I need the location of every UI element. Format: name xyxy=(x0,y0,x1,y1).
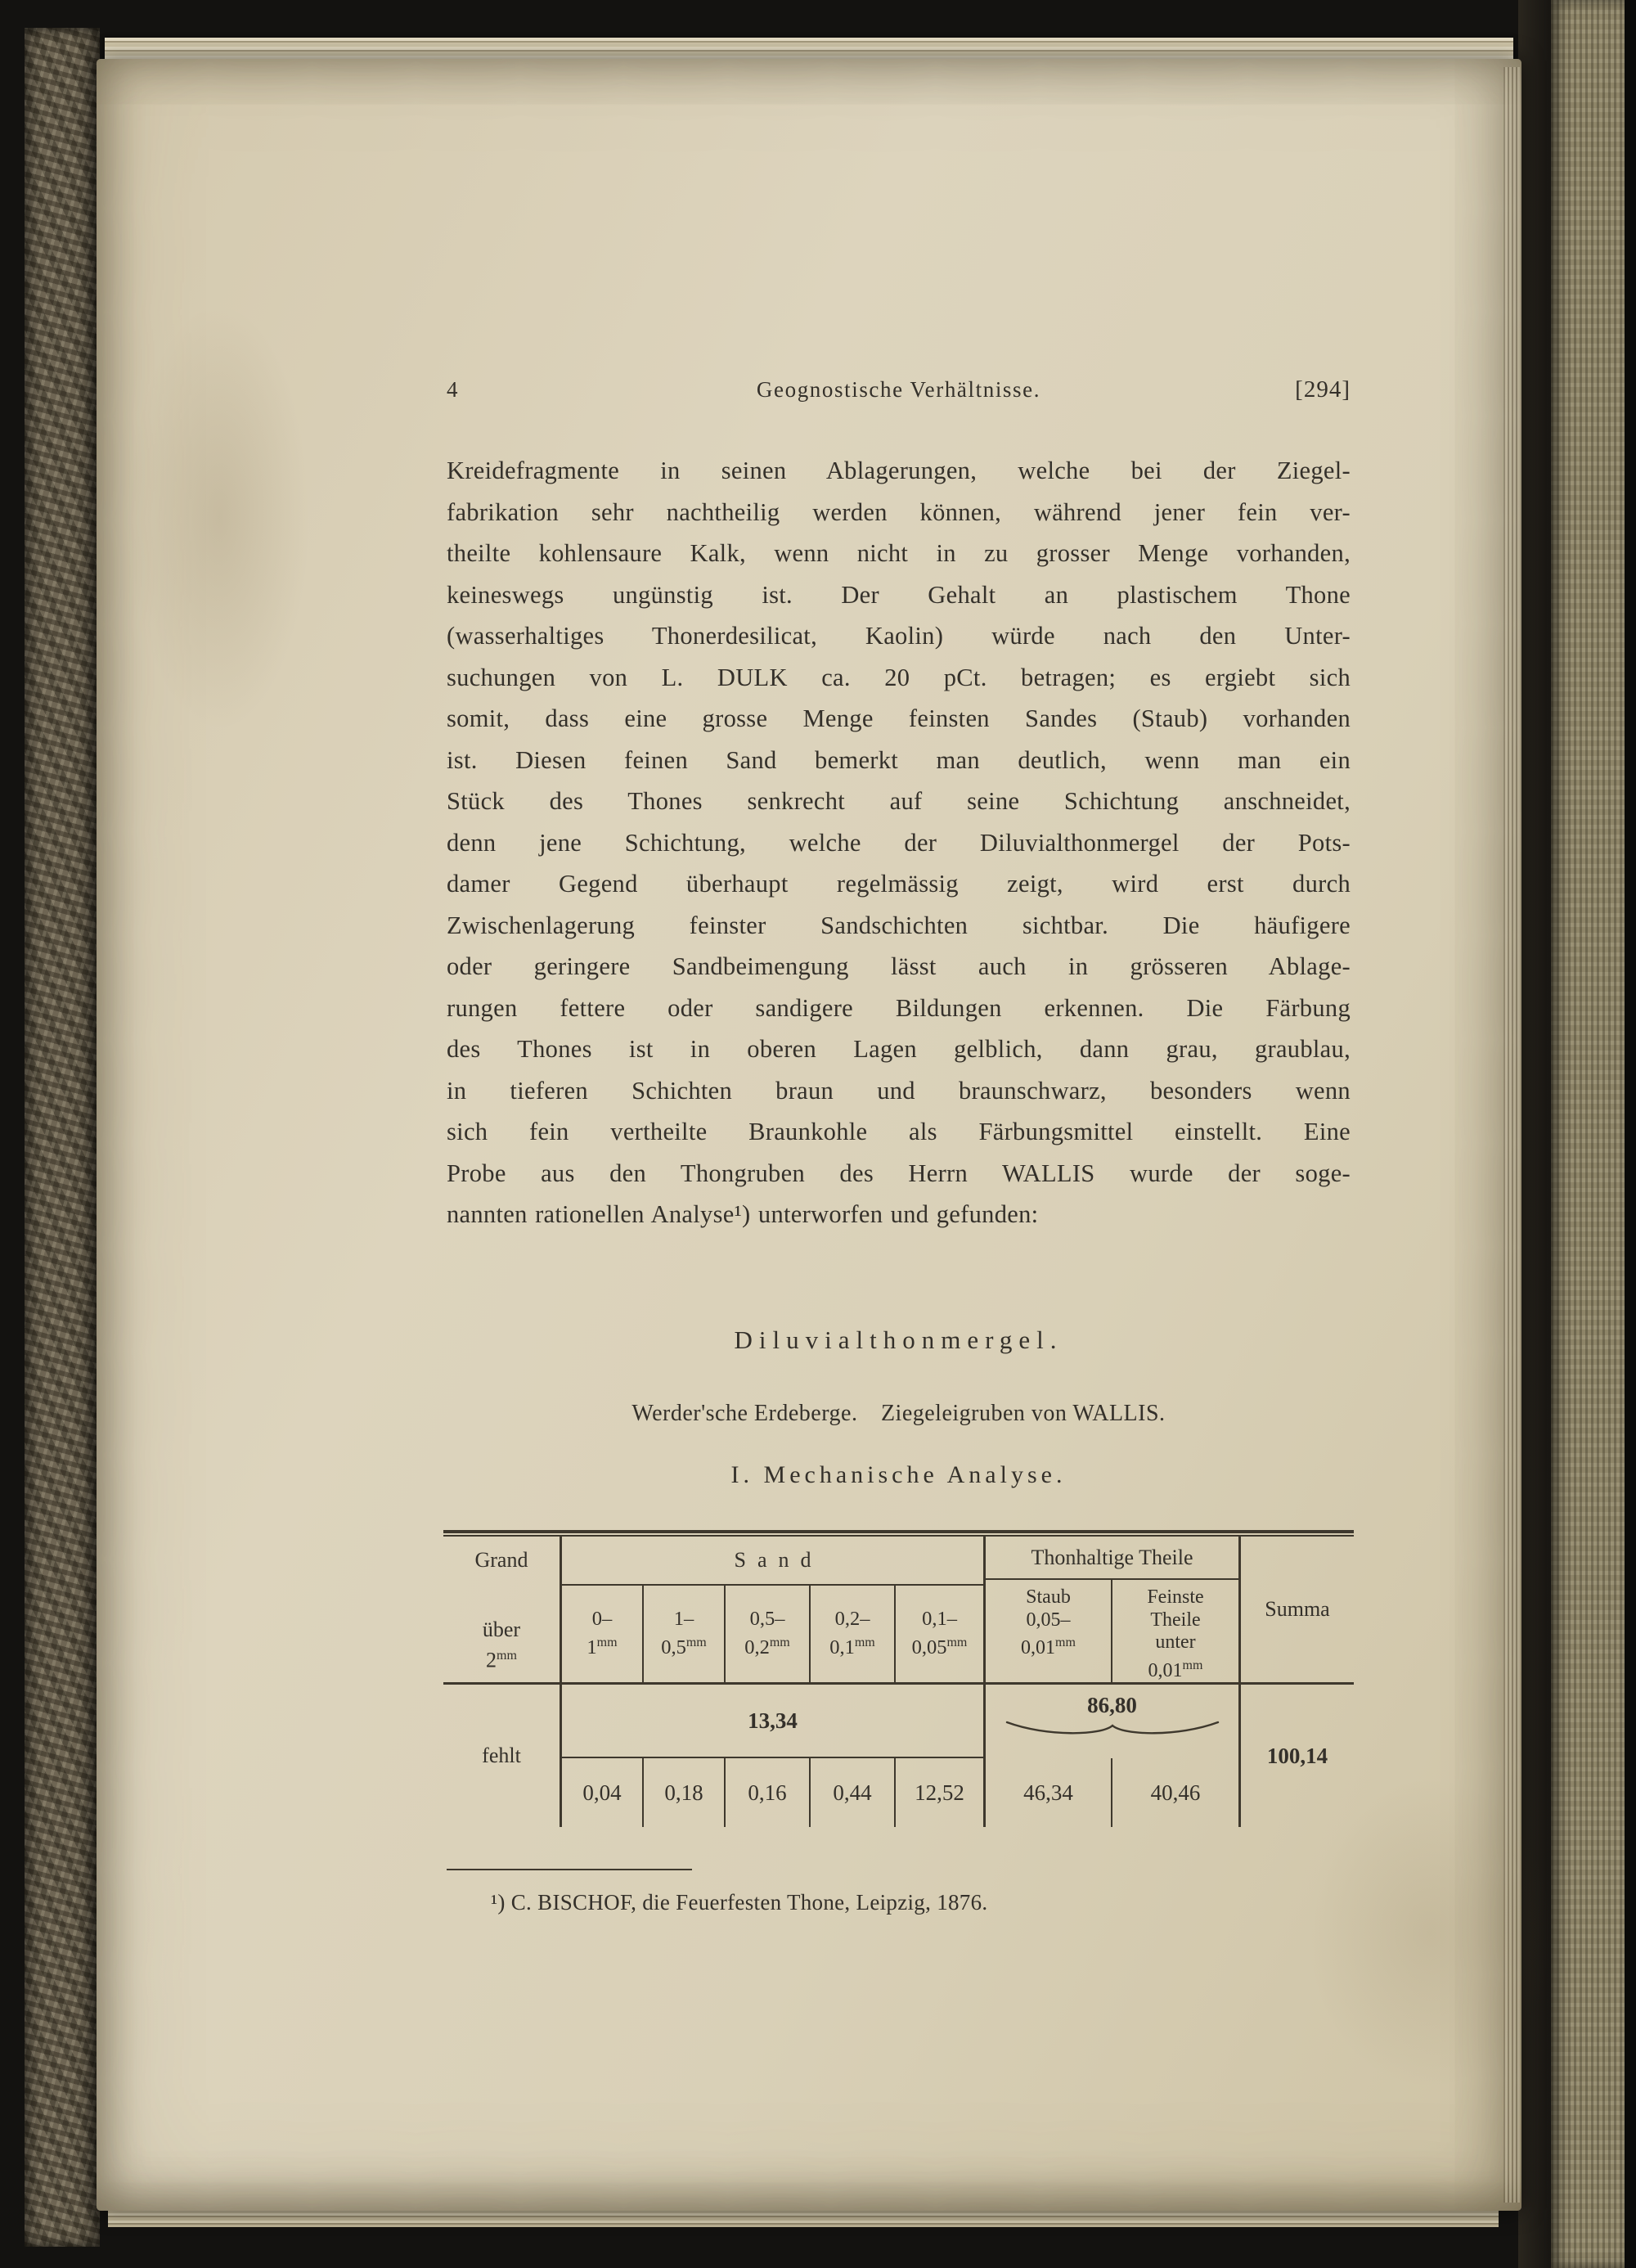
column-number: [294] xyxy=(1295,376,1351,403)
analysis-title: I. Mechanische Analyse. xyxy=(730,1461,1067,1488)
underbrace-ornament xyxy=(1002,1720,1223,1735)
text-line: somit, dass eine grosse Menge feinsten Sandes (Staub) vorhanden xyxy=(447,704,1351,732)
thon-title: Thonhaltige Theile xyxy=(986,1537,1238,1580)
footnote: ¹) C. BISCHOF, die Feuerfesten Thone, Leipzig, 1876. xyxy=(491,1890,988,1915)
section-heading: Diluvialthonmergel. xyxy=(734,1325,1063,1354)
grand-title: Grand xyxy=(474,1548,528,1572)
sand-values-row xyxy=(562,1758,983,1827)
sand-range-header: 0,2– $0,1^{mm}$ xyxy=(811,1586,896,1682)
text-line: in tieferen Schichten braun und braunschwarz, besonders wenn xyxy=(447,1076,1351,1105)
thon-group-header xyxy=(986,1537,1241,1682)
text-line: des Thones ist in oberen Lagen gelblich, dann grau, graublau, xyxy=(447,1035,1351,1063)
sand-value-cell: 0,04 xyxy=(562,1758,644,1827)
text-line: suchungen von L. DULK ca. 20 pCt. betragen; es ergiebt sich xyxy=(447,663,1351,691)
text-line: oder geringere Sandbeimengung lässt auch in grösseren Ablage- xyxy=(447,952,1351,980)
grand-subtitle: über $2^{mm}$ xyxy=(482,1618,521,1672)
text-line: rungen fettere oder sandigere Bildungen erkennen. Die Färbung xyxy=(447,993,1351,1022)
summa-value: 100,14 xyxy=(1266,1743,1328,1768)
table-header xyxy=(443,1537,1354,1685)
text-line: damer Gegend überhaupt regelmässig zeigt, wird erst durch xyxy=(447,870,1351,898)
thon-subheaders xyxy=(986,1580,1238,1682)
sand-value-cell: 0,16 xyxy=(726,1758,811,1827)
text-line: theilte kohlensaure Kalk, wenn nicht in zu grosser Menge vorhanden, xyxy=(447,539,1351,567)
text-line: Kreidefragmente in seinen Ablagerungen, welche bei der Ziegel- xyxy=(447,457,1351,484)
text-line: sich fein vertheilte Braunkohle als Färbungsmittel einstellt. Eine xyxy=(447,1118,1351,1145)
sand-total: 13,34 xyxy=(562,1685,983,1758)
section-subheading: Werder'sche Erdeberge. Ziegeleigruben von WALLIS. xyxy=(631,1401,1166,1426)
text-line: denn jene Schichtung, welche der Diluvialthonmergel der Pots- xyxy=(447,828,1351,857)
photo-edge xyxy=(1625,0,1636,2268)
staub-column-header: Staub 0,05– $0,01^{mm}$ xyxy=(986,1580,1112,1682)
text-line: fabrikation sehr nachtheilig werden können, während jener fein ver- xyxy=(447,497,1351,526)
sand-value-cell: 0,44 xyxy=(811,1758,896,1827)
sand-body xyxy=(562,1685,986,1827)
thon-values-row xyxy=(986,1758,1238,1827)
text-line: Probe aus den Thongruben des Herrn WALLIS wurde der soge- xyxy=(447,1159,1351,1187)
feinste-column-header: Feinste Theile unter $0,01^{mm}$ xyxy=(1147,1586,1204,1681)
sand-range-header: 1– $0,5^{mm}$ xyxy=(644,1586,726,1682)
text-line: Stück des Thones senkrecht auf seine Schichtung anschneidet, xyxy=(447,787,1351,815)
grand-value: fehlt xyxy=(443,1685,562,1827)
sand-value-cell: 12,52 xyxy=(915,1780,964,1805)
summa-column-header: Summa xyxy=(1265,1597,1330,1621)
text-line: (wasserhaltiges Thonerdesilicat, Kaolin) würde nach den Unter- xyxy=(447,622,1351,650)
sand-range-header: 0,5– $0,2^{mm}$ xyxy=(726,1586,811,1682)
sand-range-header: 0– $1^{mm}$ xyxy=(562,1586,644,1682)
page-header xyxy=(447,376,1351,403)
table-top-double-rule xyxy=(443,1530,1354,1537)
text-line: ist. Diesen feinen Sand bemerkt man deutlich, wenn man ein xyxy=(447,745,1351,774)
paper-stain xyxy=(129,304,309,730)
thon-body xyxy=(986,1685,1241,1827)
text-line: nannten rationellen Analyse¹) unterworfen und gefunden: xyxy=(447,1200,1039,1228)
book-cover-left xyxy=(25,28,100,2247)
fore-edge-pages xyxy=(1503,67,1520,2203)
analysis-table xyxy=(443,1530,1354,1827)
sand-range-header: 0,1– $0,05^{mm}$ xyxy=(911,1608,968,1659)
table-body xyxy=(443,1685,1354,1827)
thon-value-cell: 40,46 xyxy=(1150,1780,1201,1805)
thon-total: 86,80 xyxy=(986,1685,1238,1758)
text-line: Zwischenlagerung feinster Sandschichten sichtbar. Die häufigere xyxy=(447,911,1351,939)
body-text xyxy=(447,450,1351,1235)
book-cover-right-cloth xyxy=(1551,0,1626,2268)
running-title: Geognostische Verhältnisse. xyxy=(756,377,1041,402)
page-number: 4 xyxy=(447,377,459,402)
grand-column-header xyxy=(443,1537,562,1682)
sand-title: Sand xyxy=(562,1537,983,1586)
thon-value-cell: 46,34 xyxy=(986,1758,1112,1827)
book-page xyxy=(97,59,1521,2211)
text-line: keineswegs ungünstig ist. Der Gehalt an plastischem Thone xyxy=(447,580,1351,609)
sand-group-header xyxy=(562,1537,986,1682)
book-gutter-right xyxy=(1518,0,1554,2268)
footnote-rule xyxy=(447,1869,692,1870)
sand-value-cell: 0,18 xyxy=(644,1758,726,1827)
sand-range-row xyxy=(562,1586,983,1682)
